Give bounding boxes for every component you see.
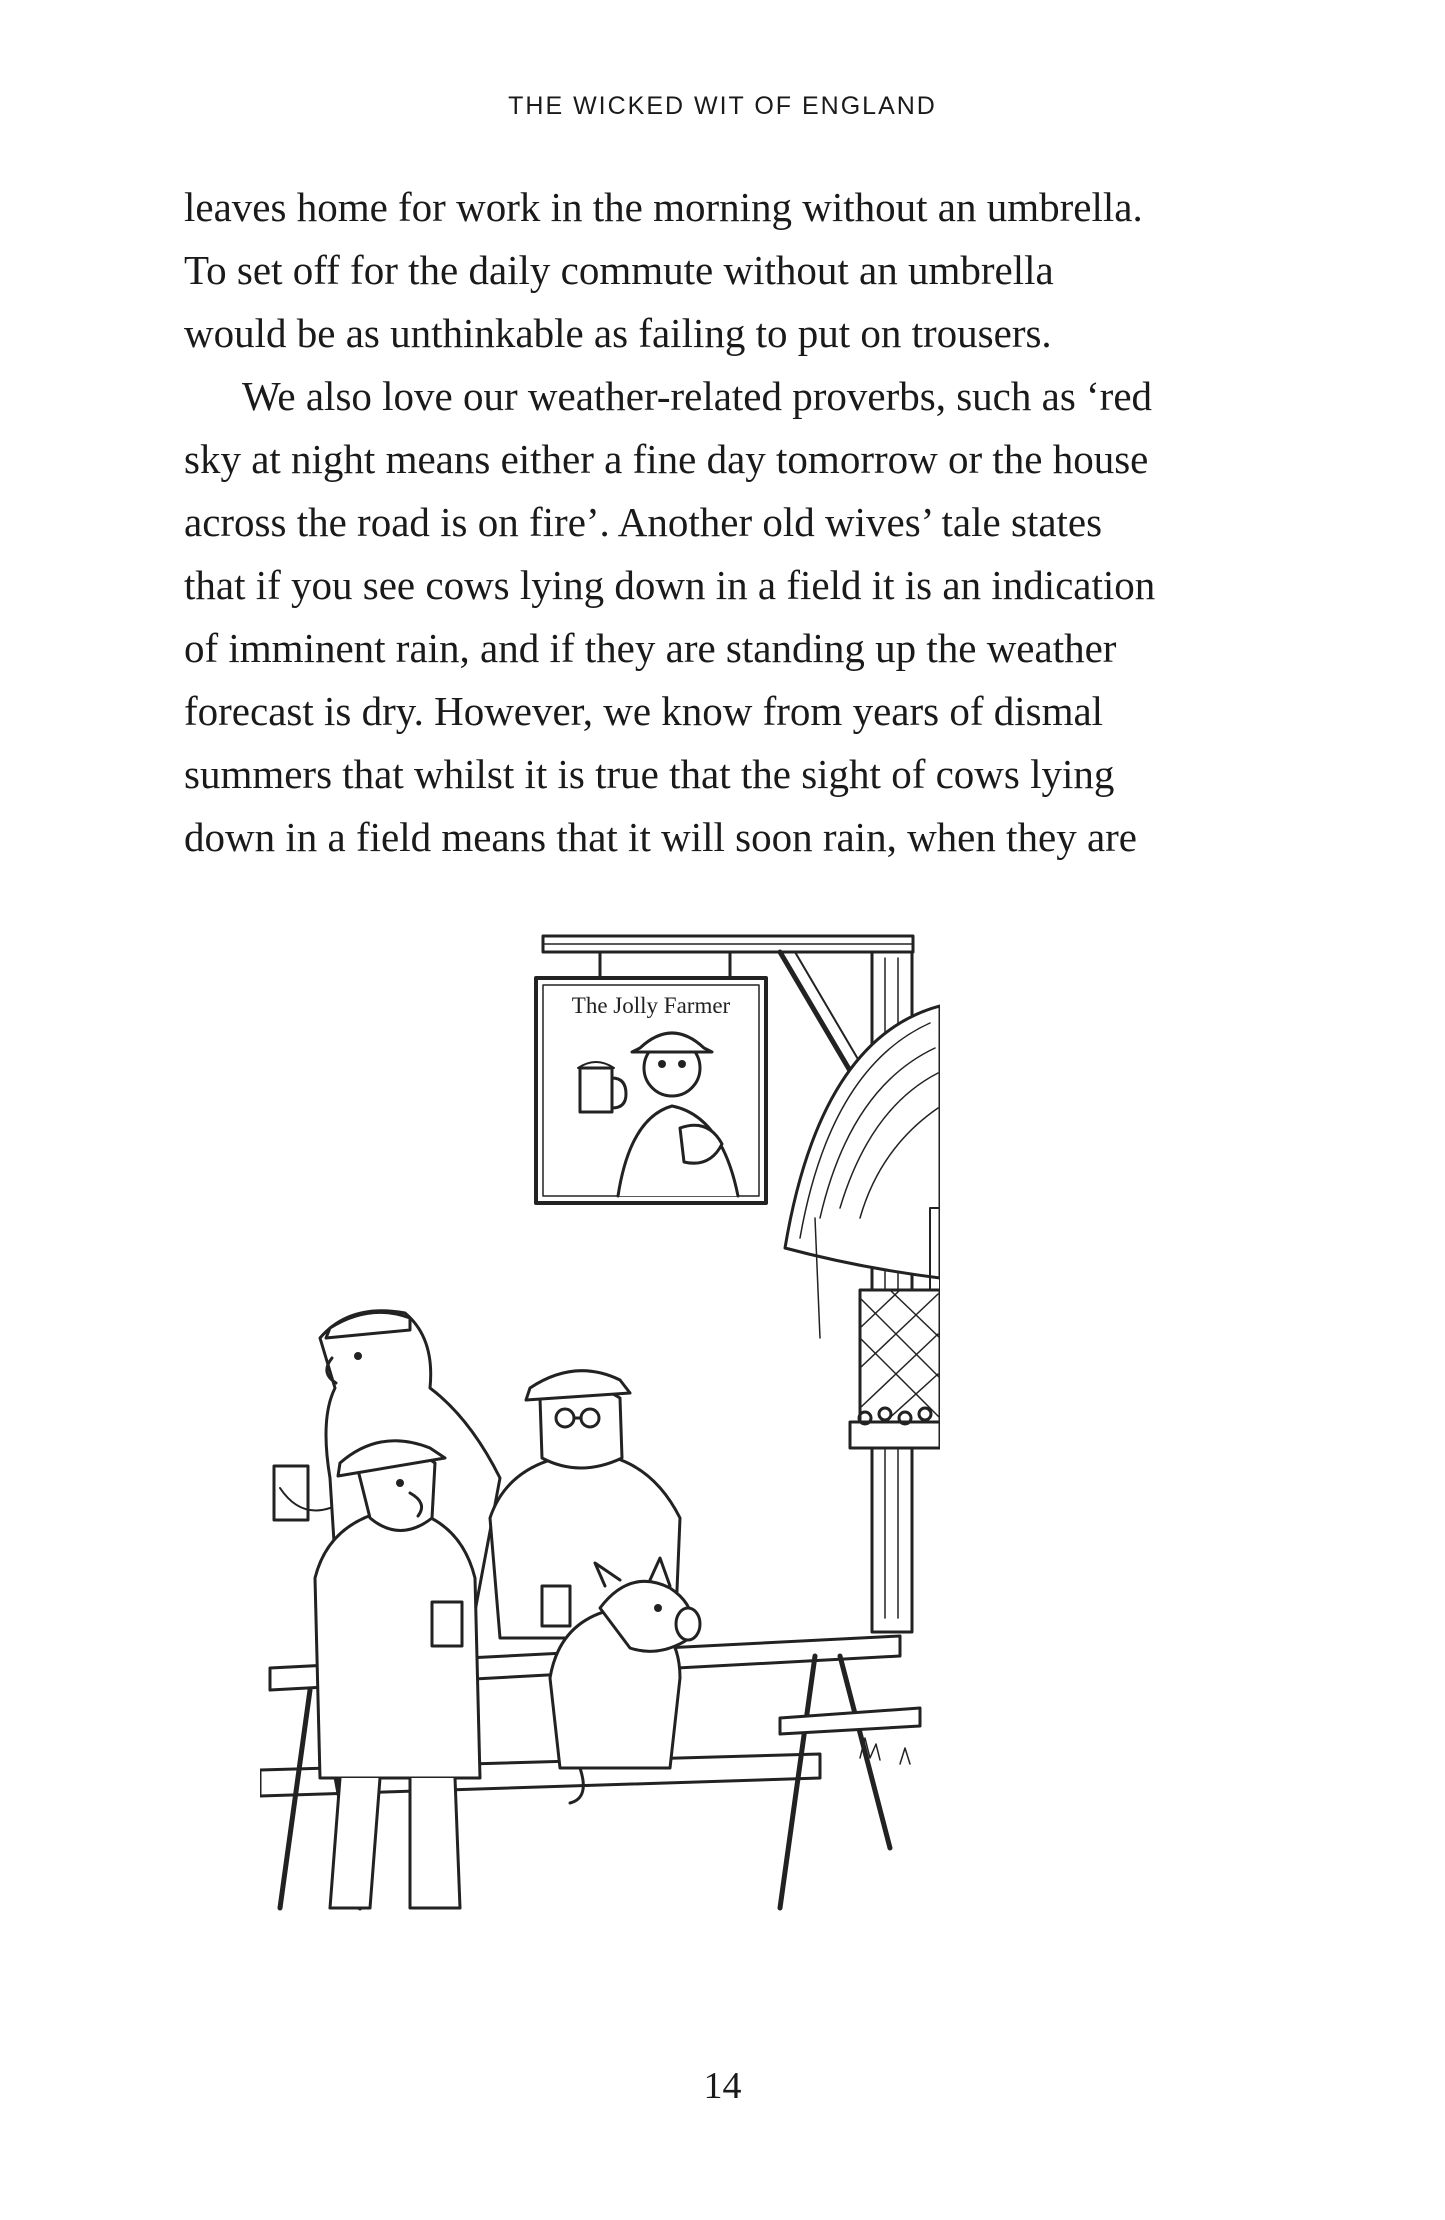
lattice-window [860, 1290, 940, 1422]
pub-illustration [260, 918, 940, 1964]
text-line: of imminent rain, and if they are standing up the weather [184, 625, 1117, 671]
text-line: down in a field means that it will soon rain, when they are [184, 814, 1138, 860]
text-line: To set off for the daily commute without an umbrella [184, 247, 1054, 293]
text-line: leaves home for work in the morning without an umbrella. [184, 184, 1143, 230]
text-line: sky at night means either a fine day tomorrow or the house [184, 436, 1149, 482]
text-line: We also love our weather-related proverbs, such as ‘red [242, 373, 1153, 419]
running-header: THE WICKED WIT OF ENGLAND [508, 92, 937, 120]
text-line: that if you see cows lying down in a field it is an indication [184, 562, 1156, 608]
thatched-cottage [785, 1006, 940, 1448]
page-number: 14 [703, 2065, 742, 2107]
body-text [184, 176, 1284, 869]
text-line: would be as unthinkable as failing to put on trousers. [184, 310, 1052, 356]
text-line: across the road is on fire’. Another old wives’ tale states [184, 499, 1103, 545]
paragraph-2 [184, 365, 1284, 869]
pub-sign [536, 952, 766, 1203]
paragraph-1 [184, 176, 1284, 365]
text-line: forecast is dry. However, we know from years of dismal [184, 688, 1104, 734]
text-line: summers that whilst it is true that the sight of cows lying [184, 751, 1115, 797]
sign-text: The Jolly Farmer [571, 993, 731, 1018]
